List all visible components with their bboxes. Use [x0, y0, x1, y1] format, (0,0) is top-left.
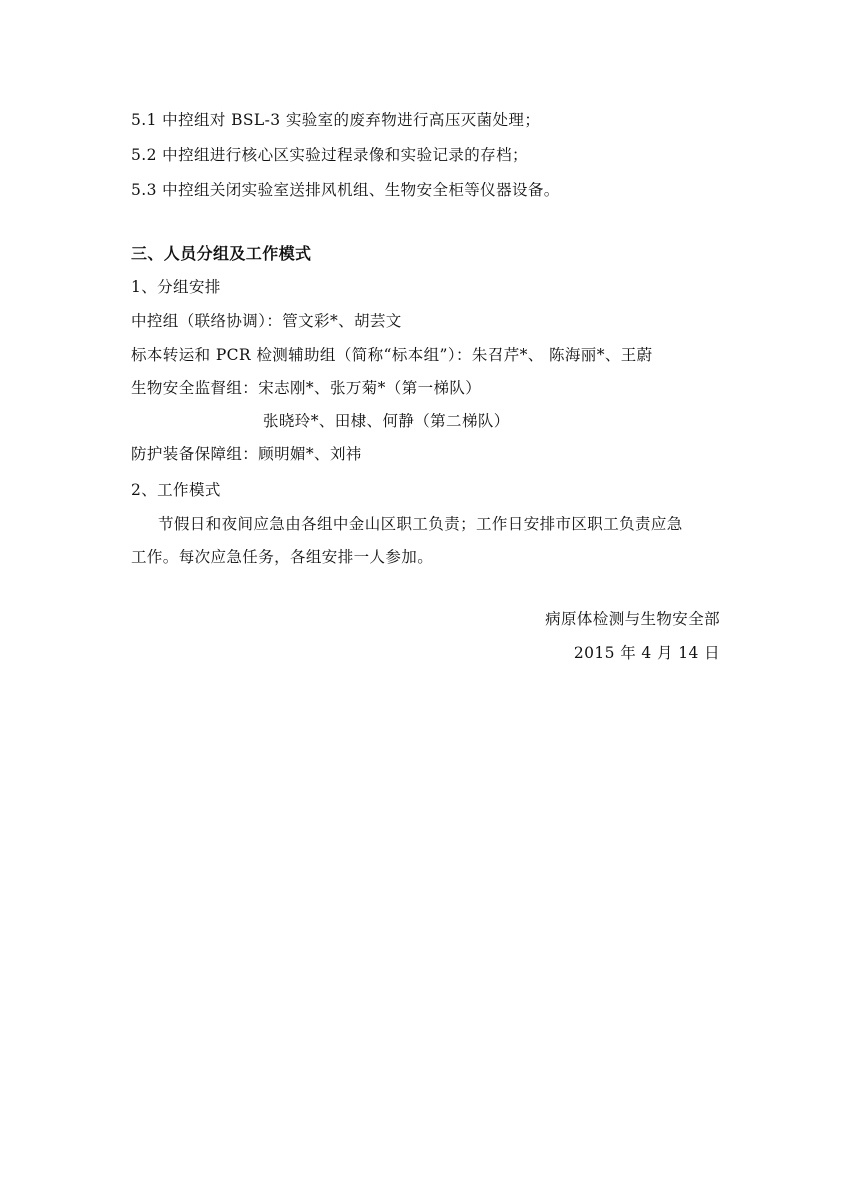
group-biosafety-first: 生物安全监督组：宋志刚*、张万菊*（第一梯队）	[131, 379, 482, 397]
grouping-subtitle: 1、分组安排	[131, 278, 221, 296]
signature-department: 病原体检测与生物安全部	[545, 610, 720, 628]
section-three-title: 三、人员分组及工作模式	[131, 244, 312, 263]
work-mode-paragraph-line1: 节假日和夜间应急由各组中金山区职工负责；工作日安排市区职工负责应急	[158, 515, 683, 533]
step-5-3: 5.3 中控组关闭实验室送排风机组、生物安全柜等仪器设备。	[131, 181, 560, 199]
step-5-1: 5.1 中控组对 BSL-3 实验室的废弃物进行高压灭菌处理；	[131, 111, 541, 129]
signature-date: 2015 年 4 月 14 日	[573, 644, 720, 662]
group-protective-equipment: 防护装备保障组：顾明媚*、刘祎	[131, 445, 362, 463]
work-mode-paragraph-line2: 工作。每次应急任务，各组安排一人参加。	[131, 548, 434, 566]
group-biosafety-second: 张晓玲*、田棣、何静（第二梯队）	[263, 412, 510, 430]
group-central-control: 中控组（联络协调）：管文彩*、胡芸文	[131, 312, 402, 330]
step-5-2: 5.2 中控组进行核心区实验过程录像和实验记录的存档；	[131, 146, 528, 164]
work-mode-subtitle: 2、工作模式	[131, 481, 221, 499]
group-specimen: 标本转运和 PCR 检测辅助组（简称“标本组”）：朱召芹*、 陈海丽*、王蔚	[131, 346, 653, 364]
